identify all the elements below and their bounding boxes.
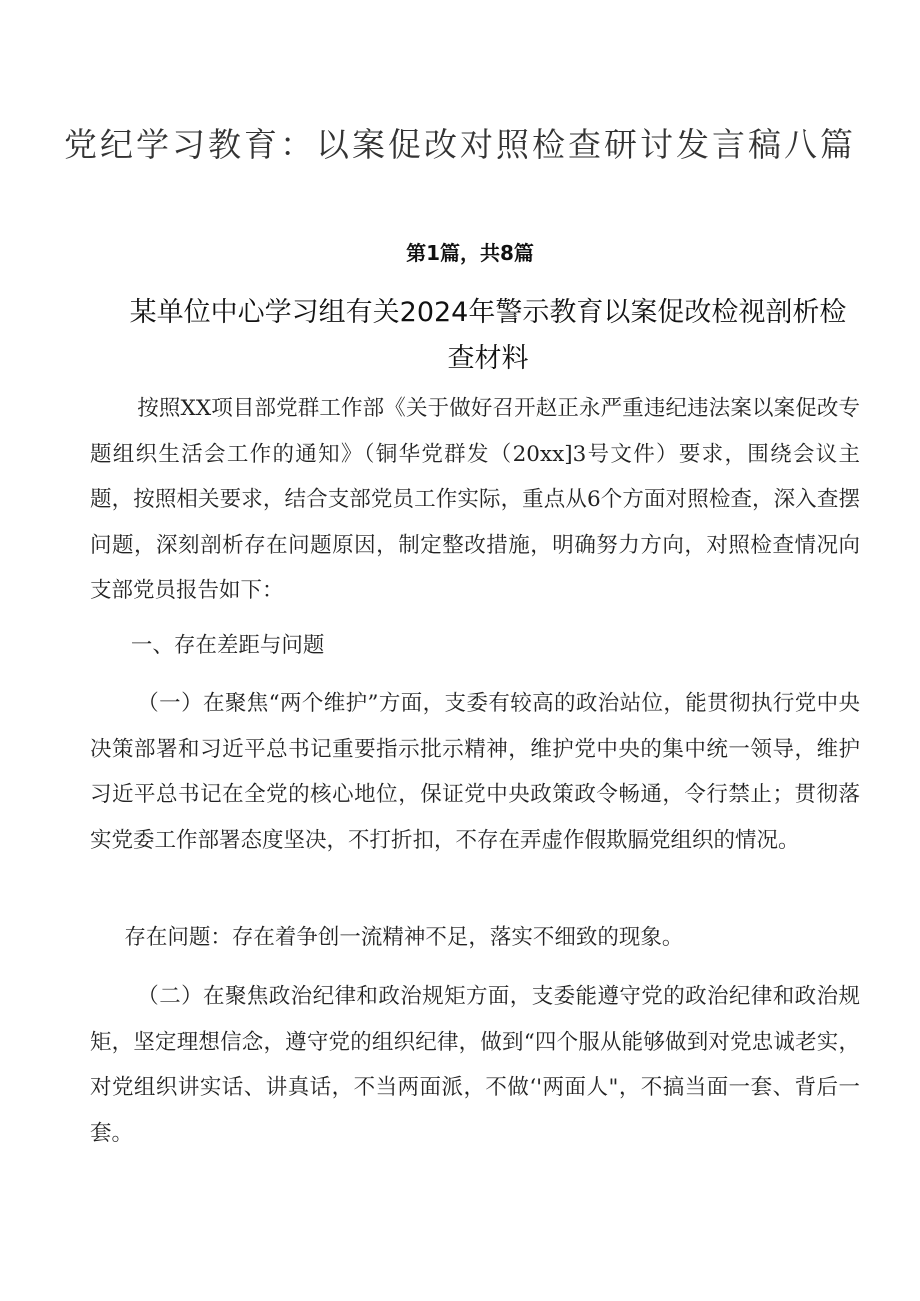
item-paragraph-2: （二）在聚焦政治纪律和政治规矩方面，支委能遵守党的政治纪律和政治规矩，坚定理想信念，遵守党的组织纪律，做到“四个服从能够做到对党忠诚老实，对党组织讲实话、讲真话，不当两面派，不做‘'两面人"，不搞当面一套、背后一套。: [90, 984, 860, 1146]
section-heading-problems: 一、存在差距与问题: [130, 633, 325, 658]
document-title: 党纪学习教育：以案促改对照检查研讨发言稿八篇: [64, 125, 856, 164]
intro-paragraph: 按照XX项目部党群工作部《关于做好召开赵正永严重违纪违法案以案促改专题组织生活会工作的通知》（铜华党群发（20xx]3号文件）要求，围绕会议主题，按照相关要求，结合支部党员工作实际，重点从6个方面对照检查，深入查摆问题，深刻剖析存在问题原因，制定整改措施，明确努力方向，对照检查情况向支部党员报告如下：: [90, 396, 860, 603]
part-label: 第1篇，共8篇: [406, 241, 534, 265]
item-paragraph-1: （一）在聚焦“两个维护”方面，支委有较高的政治站位，能贯彻执行党中央决策部署和习近平总书记重要指示批示精神，维护党中央的集中统一领导，维护习近平总书记在全党的核心地位，保证党中央政策政令畅通，令行禁止；贯彻落实党委工作部署态度坚决，不打折扣，不存在弄虚作假欺膈党组织的情况。: [90, 691, 860, 853]
problem-paragraph-1: 存在问题：存在着争创一流精神不足，落实不细致的现象。: [124, 925, 684, 950]
article-subtitle: 某单位中心学习组有关2024年警示教育以案促改检视剖析检查材料: [129, 297, 847, 374]
